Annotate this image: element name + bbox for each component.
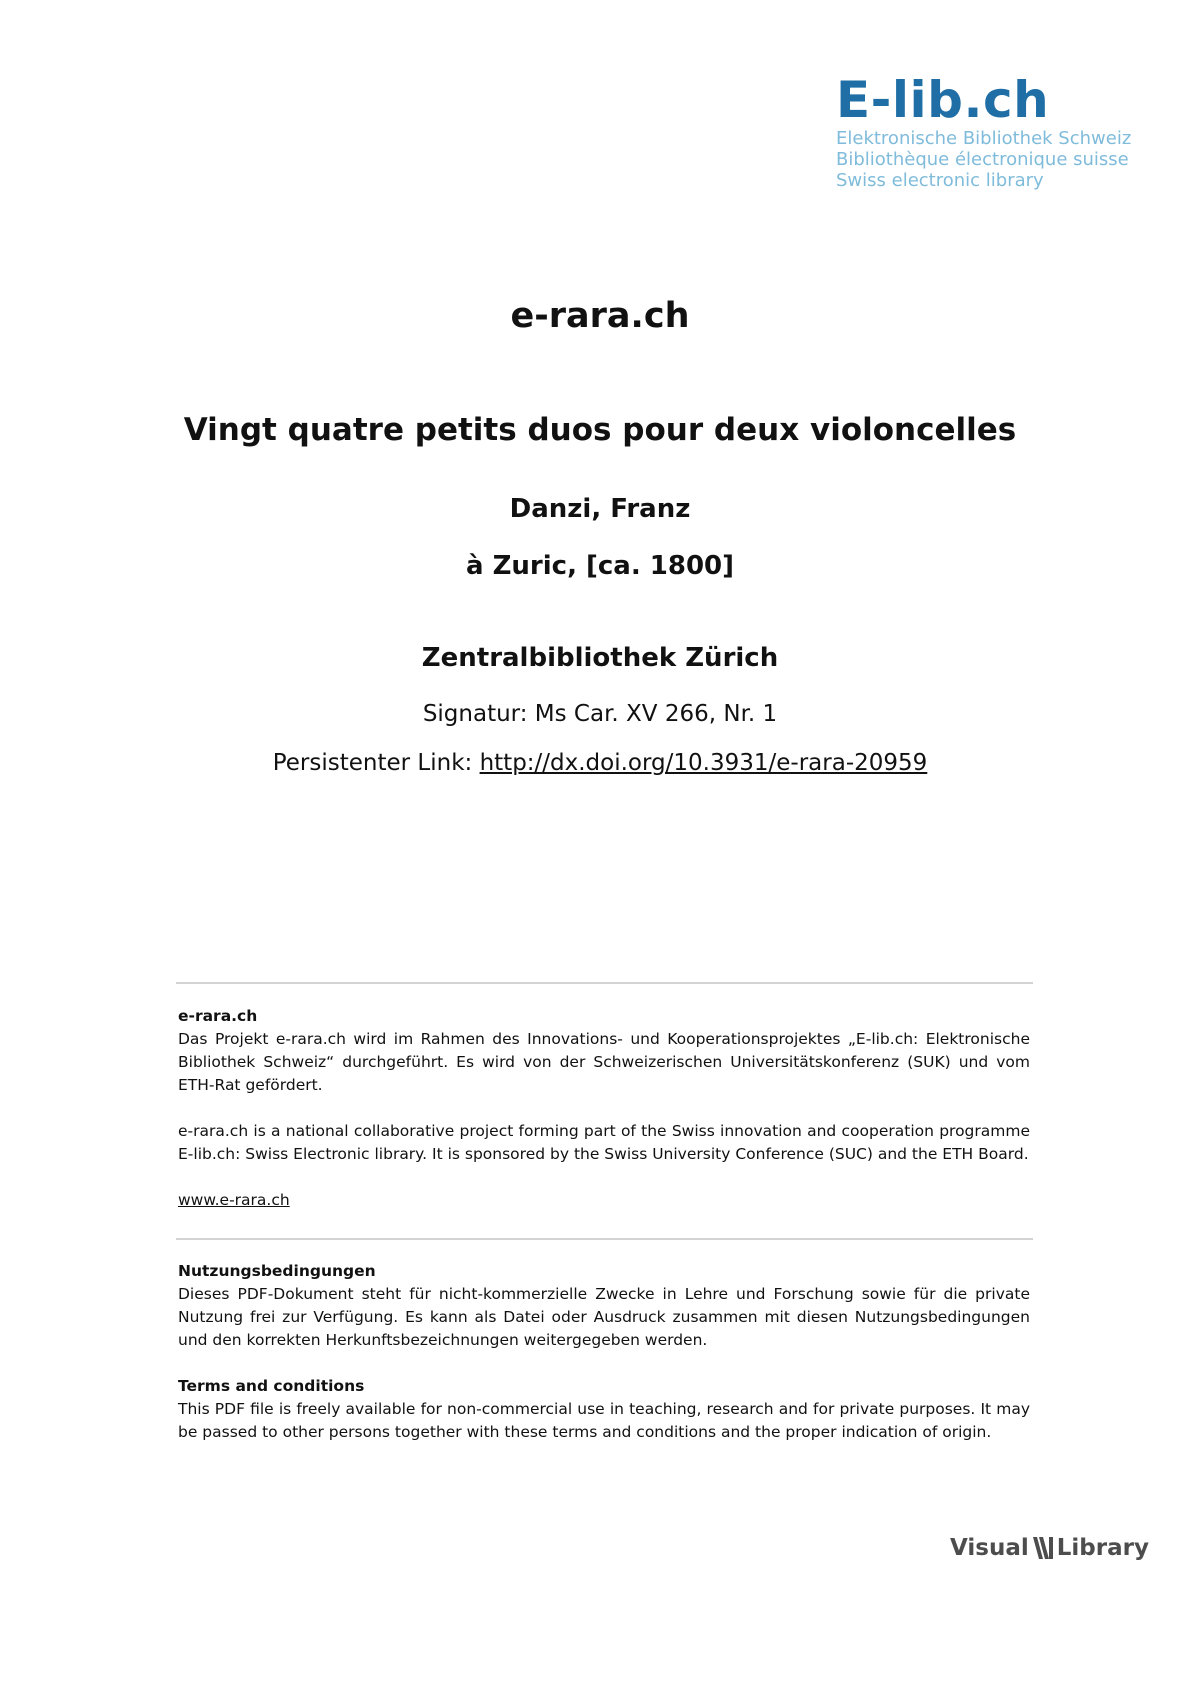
- website-link[interactable]: www.e-rara.ch: [178, 1191, 290, 1209]
- elib-logo-line-fr: Bibliothèque électronique suisse: [836, 149, 1129, 170]
- divider: [176, 1238, 1033, 1240]
- visual-library-mark-icon: [1032, 1536, 1054, 1560]
- visual-library-logo-left: Visual: [950, 1535, 1029, 1561]
- terms-heading-de: Nutzungsbedingungen: [178, 1262, 376, 1280]
- shelfmark: Signatur: Ms Car. XV 266, Nr. 1: [422, 701, 778, 727]
- holding-library: Zentralbibliothek Zürich: [421, 643, 779, 673]
- persistent-link-label: Persistenter Link:: [272, 750, 480, 776]
- visual-library-logo-right: Library: [1056, 1535, 1149, 1561]
- persistent-link-url[interactable]: http://dx.doi.org/10.3931/e-rara-20959: [479, 750, 928, 776]
- document-title: Vingt quatre petits duos pour deux violoncelles: [183, 412, 1017, 448]
- site-title: e-rara.ch: [510, 296, 690, 336]
- elib-logo-line-en: Swiss electronic library: [836, 170, 1044, 191]
- author: Danzi, Franz: [509, 494, 691, 524]
- visual-library-logo: [950, 1535, 1149, 1561]
- about-section: [178, 1005, 1030, 1212]
- terms-text-de: Dieses PDF-Dokument steht für nicht-kommerzielle Zwecke in Lehre und Forschung sowie für die private Nutzung frei zur Verfügung. Es kann als Datei oder Ausdruck zusammen mit diesen Nutzungsbedingungen und den korrekten Herkunftsbezeichnungen weitergegeben werden.: [178, 1285, 1030, 1349]
- terms-text-en: This PDF file is freely available for non-commercial use in teaching, research and for private purposes. It may be passed to other persons together with these terms and conditions and the proper indication of origin.: [178, 1400, 1030, 1441]
- terms-heading-en: Terms and conditions: [178, 1377, 365, 1395]
- elib-logo-name: E-lib.ch: [836, 71, 1050, 129]
- persistent-link: [0, 750, 1200, 776]
- about-heading: e-rara.ch: [178, 1007, 258, 1025]
- elib-logo: [836, 72, 1166, 191]
- terms-section: [178, 1260, 1030, 1444]
- about-text-de: Das Projekt e-rara.ch wird im Rahmen des Innovations- und Kooperationsprojektes „E-lib.ch: Elektronische Bibliothek Schweiz“ durchgeführt. Es wird von der Schweizerischen Universitätskonferenz (SUK) und vom ETH-Rat gefördert.: [178, 1030, 1030, 1094]
- divider: [176, 982, 1033, 984]
- about-text-en: e-rara.ch is a national collaborative project forming part of the Swiss innovation and cooperation programme E-lib.ch: Swiss Electronic library. It is sponsored by the Swiss University Conference (SUC) and the ETH Board.: [178, 1122, 1030, 1163]
- elib-logo-line-de: Elektronische Bibliothek Schweiz: [836, 128, 1132, 149]
- imprint: à Zuric, [ca. 1800]: [465, 551, 735, 581]
